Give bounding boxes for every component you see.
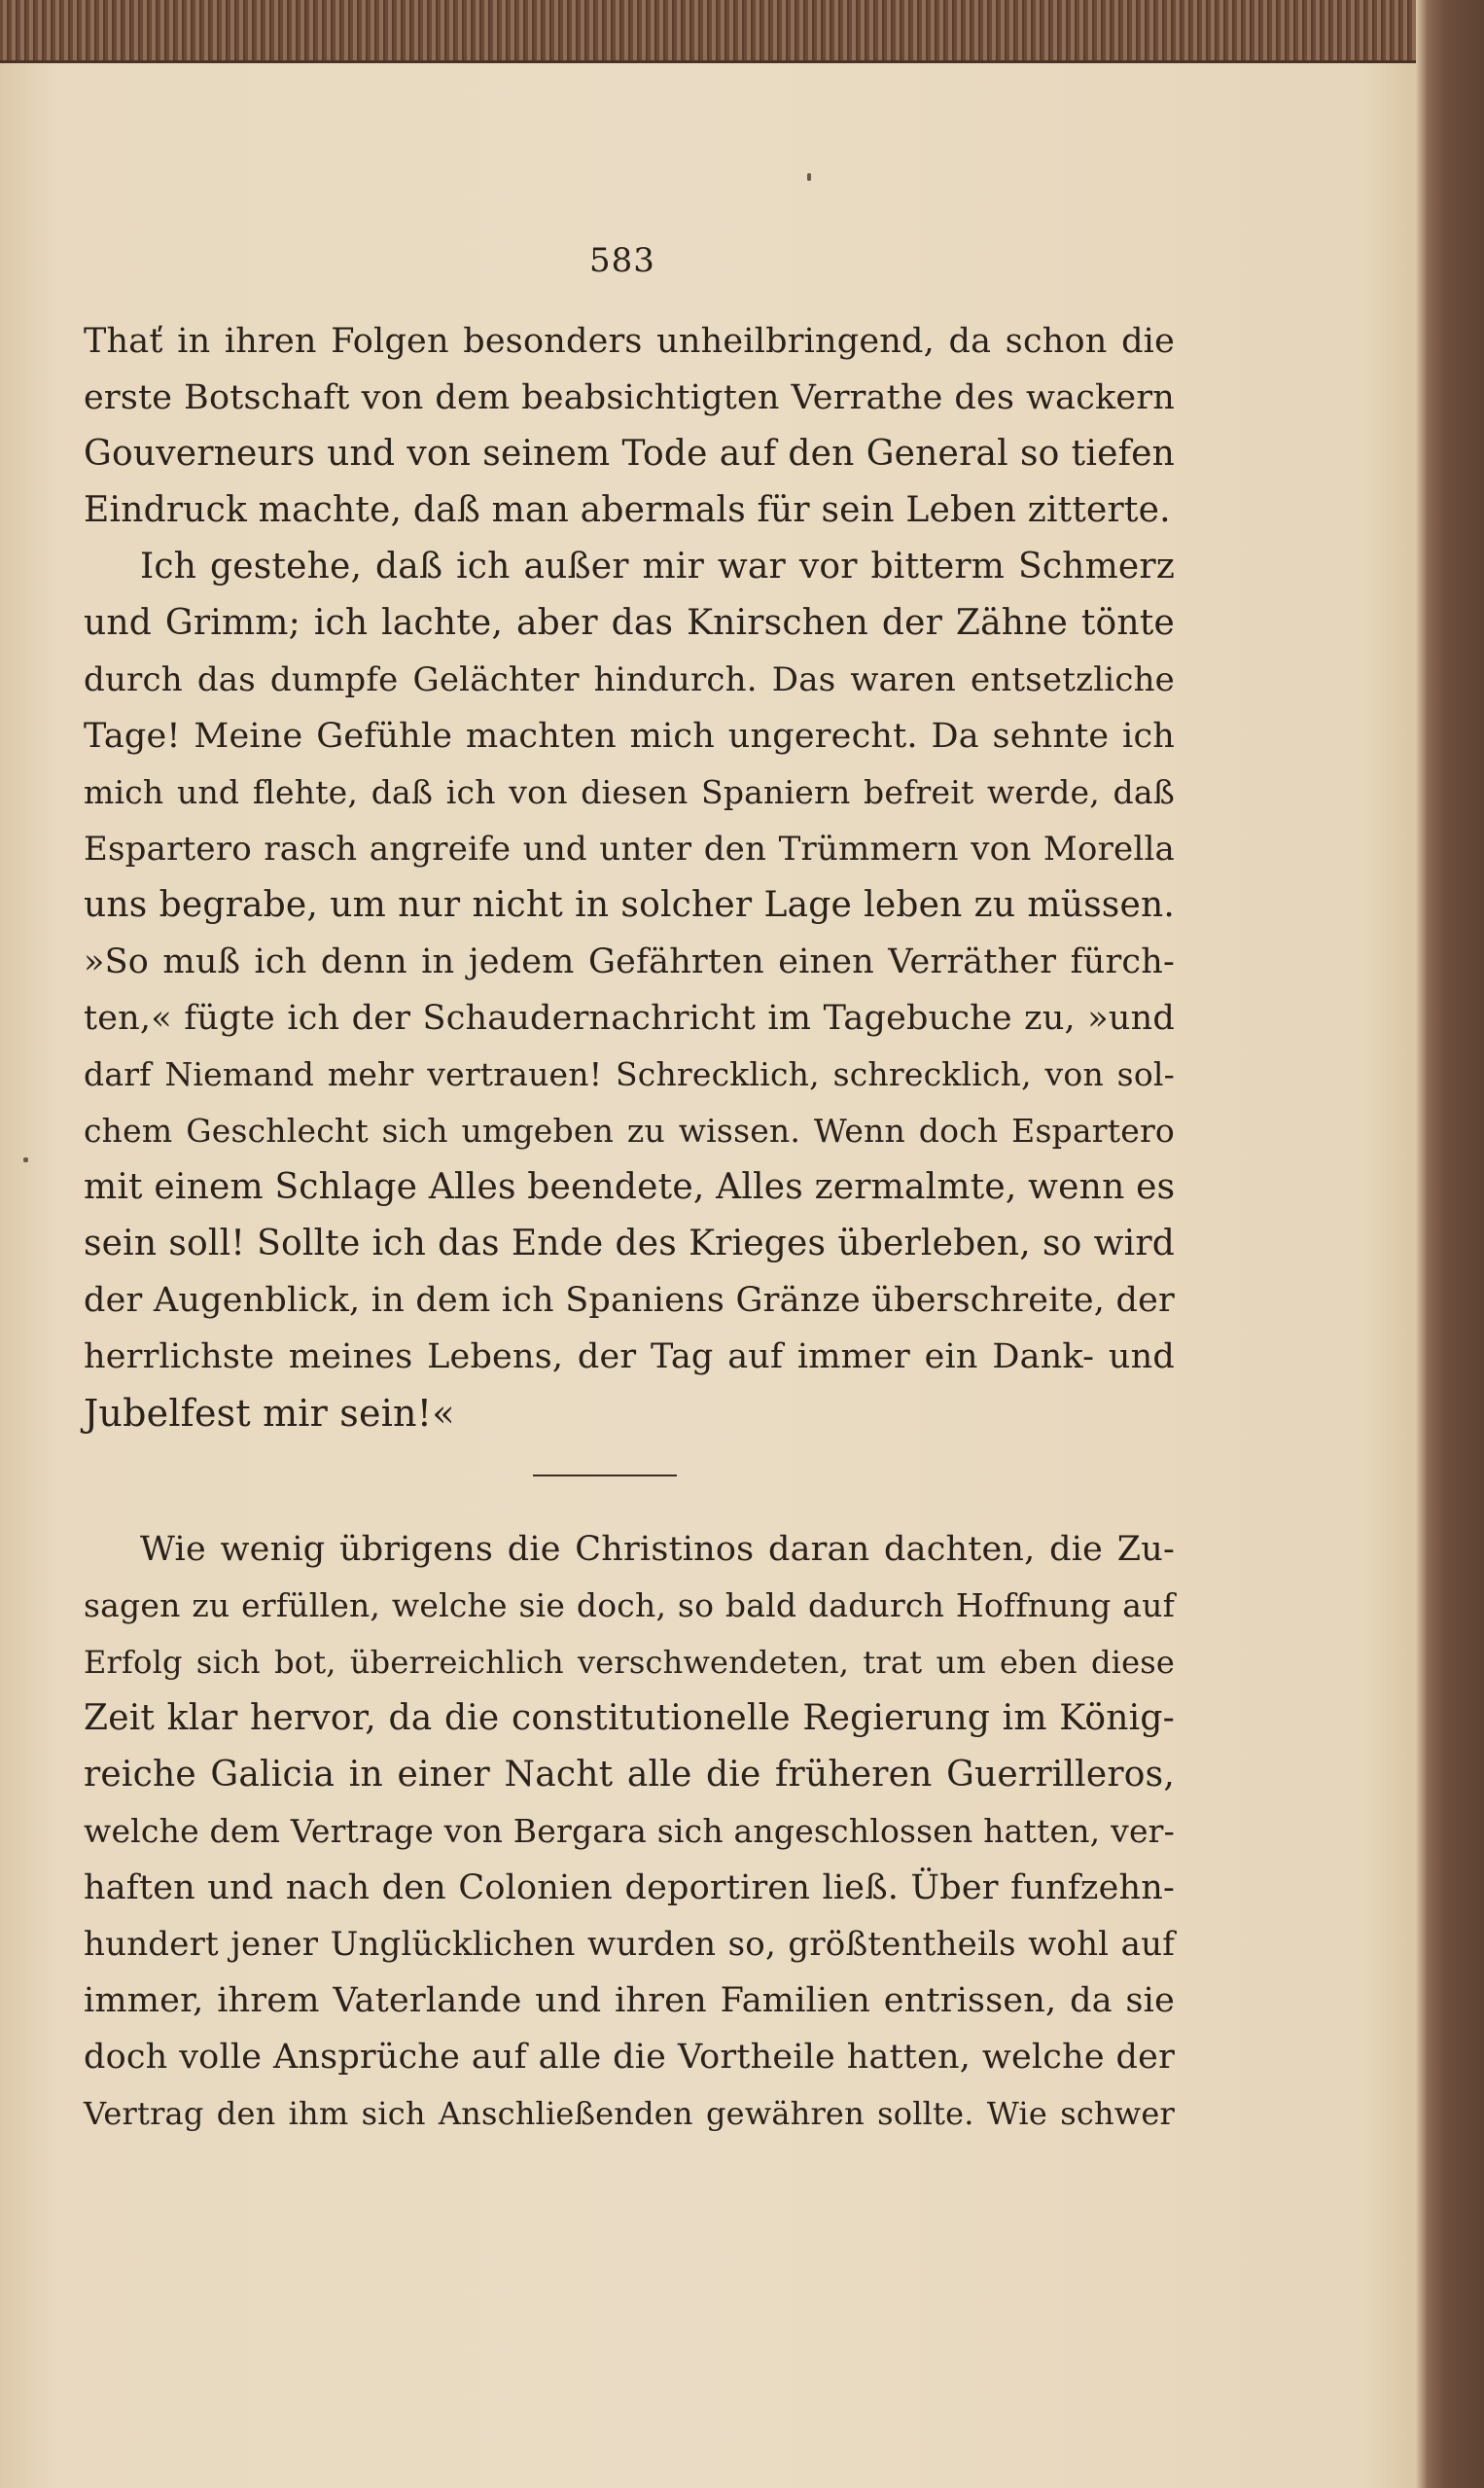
- text-line: Zeit klar hervor, da die constitutionelle Regierung im König-: [84, 1698, 1175, 1738]
- paper-speck: [23, 1157, 28, 1162]
- text-line: Eindruck machte, daß man abermals für sein Leben zitterte.: [84, 490, 1171, 530]
- text-line: Vertrag den ihm sich Anschließenden gewähren sollte. Wie schwer: [84, 2095, 1175, 2132]
- text-line: herrlichste meines Lebens, der Tag auf immer ein Dank- und: [84, 1337, 1175, 1376]
- text-line: Wie wenig übrigens die Christinos daran dachten, die Zu-: [140, 1530, 1175, 1569]
- text-line: Erfolg sich bot, überreichlich verschwendeten, trat um eben diese: [84, 1644, 1175, 1681]
- text-line: sein soll! Sollte ich das Ende des Krieges überleben, so wird: [84, 1224, 1175, 1263]
- text-line: und Grimm; ich lachte, aber das Knirschen der Zähne tönte: [84, 603, 1175, 643]
- paragraph-2: [84, 539, 1175, 1441]
- text-line: mit einem Schlage Alles beendete, Alles zermalmte, wenn es: [84, 1167, 1176, 1207]
- text-line: erste Botschaft von dem beabsichtigten Verrathe des wackern: [84, 378, 1175, 417]
- text-line: welche dem Vertrage von Bergara sich angeschlossen hatten, ver-: [84, 1812, 1175, 1850]
- text-line: ten,« fügte ich der Schaudernachricht im Tagebuche zu, »und: [84, 999, 1175, 1038]
- paper-speck: [807, 173, 811, 181]
- text-line: uns begrabe, um nur nicht in solcher Lage leben zu müssen.: [84, 885, 1175, 925]
- text-line: Gouverneurs und von seinem Tode auf den General so tiefen: [84, 434, 1175, 474]
- text-line: der Augenblick, in dem ich Spaniens Gränze überschreite, der: [84, 1281, 1175, 1320]
- page-number: 583: [589, 241, 655, 280]
- text-line: sagen zu erfüllen, welche sie doch, so bald dadurch Hoffnung auf: [84, 1586, 1175, 1624]
- page-top-edge: [0, 0, 1484, 63]
- text-line: »So muß ich denn in jedem Gefährten einen Verräther fürch-: [84, 942, 1175, 981]
- text-line: chem Geschlecht sich umgeben zu wissen. Wenn doch Espartero: [84, 1112, 1175, 1150]
- text-line: Jubelfest mir sein!«: [84, 1392, 455, 1435]
- paragraph-1: [84, 313, 1175, 539]
- text-line: immer, ihrem Vaterlande und ihren Familien entrissen, da sie: [84, 1981, 1175, 2020]
- text-line: darf Niemand mehr vertrauen! Schrecklich, schrecklich, von sol-: [84, 1055, 1175, 1093]
- text-line: reiche Galicia in einer Nacht alle die früheren Guerrilleros,: [84, 1755, 1175, 1795]
- book-binding-edge: [1416, 0, 1484, 2488]
- paragraph-3: [84, 1521, 1175, 2142]
- text-line: haften und nach den Colonien deportiren ließ. Über funfzehn-: [84, 1868, 1175, 1907]
- section-divider: [533, 1475, 677, 1476]
- text-line: mich und flehte, daß ich von diesen Spaniern befreit werde, daß: [84, 773, 1175, 811]
- text-line: doch volle Ansprüche auf alle die Vortheile hatten, welche der: [84, 2038, 1175, 2077]
- text-line: durch das dumpfe Gelächter hindurch. Das waren entsetzliche: [84, 660, 1175, 699]
- text-line: Thať in ihren Folgen besonders unheilbringend, da schon die: [84, 322, 1175, 361]
- text-line: Ich gestehe, daß ich außer mir war vor bitterm Schmerz: [140, 547, 1175, 586]
- text-line: Espartero rasch angreife und unter den Trümmern von Morella: [84, 830, 1175, 869]
- text-line: hundert jener Unglücklichen wurden so, größtentheils wohl auf: [84, 1925, 1175, 1964]
- text-line: Tage! Meine Gefühle machten mich ungerecht. Da sehnte ich: [84, 717, 1175, 756]
